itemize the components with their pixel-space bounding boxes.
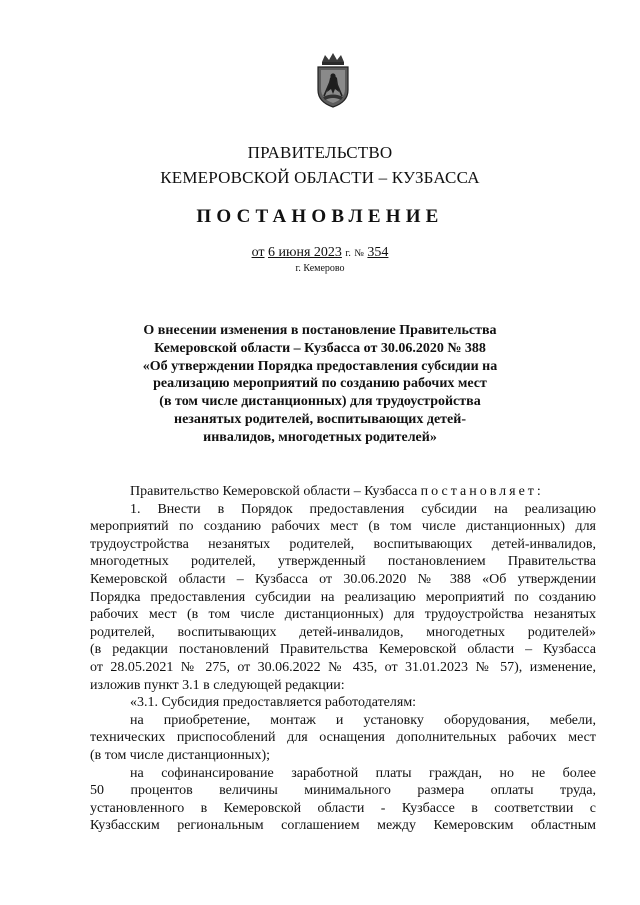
body-line: установленного в Кемеровской области - Кузбассе в соответствии с [90, 800, 596, 816]
body-line: Порядка предоставления субсидии на реализацию мероприятий по созданию [90, 589, 596, 605]
date-prefix: от [251, 245, 265, 260]
place-of-issue: г. Кемерово [295, 263, 345, 274]
title-line: инвалидов, многодетных родителей» [203, 429, 437, 445]
body-line: технических приспособлений для оснащения дополнительных рабочих мест [90, 730, 596, 746]
title-line: реализацию мероприятий по созданию рабочих мест [153, 376, 487, 392]
body-line: на софинансирование заработной платы граждан, но не более [130, 765, 596, 781]
document-number: 354 [367, 245, 389, 260]
body-line: мероприятий по созданию рабочих мест (в том числе дистанционных) для [90, 519, 596, 535]
title-line: «Об утверждении Порядка предоставления субсидии на [142, 358, 498, 374]
authority-name-line2: КЕМЕРОВСКОЙ ОБЛАСТИ – КУЗБАССА [160, 168, 480, 187]
date-number-line [0, 245, 640, 261]
body-line: родителей, воспитывающих детей-инвалидов, многодетных родителей» [90, 624, 596, 640]
body-line: рабочих мест (в том числе дистанционных) для трудоустройства незанятых [90, 607, 596, 623]
body-line: изложив пункт 3.1 в следующей редакции: [90, 677, 345, 693]
body-line: 50 процентов величины минимального размера оплаты труда, [90, 783, 596, 799]
body-line: (в том числе дистанционных); [90, 747, 270, 763]
body-line: трудоустройства незанятых родителей, воспитывающих детей-инвалидов, [90, 536, 596, 552]
body-line: многодетных родителей, утвержденный постановлением Правительства [90, 554, 596, 570]
body-line: от 28.05.2021 № 275, от 30.06.2022 № 435, от 31.01.2023 № 57), изменение, [90, 659, 596, 675]
intro-resolves: постановляет: [420, 484, 544, 499]
document-date: 6 июня 2023 [268, 245, 342, 260]
body-line: Кемеровской области – Кузбасса от 30.06.2020 № 388 «Об утверждении [90, 571, 596, 587]
body-line: «3.1. Субсидия предоставляется работодателям: [130, 695, 417, 711]
body-line: Кузбасским региональным соглашением между Кемеровским областным [90, 818, 596, 834]
title-line: Кемеровской области – Кузбасса от 30.06.2020 № 388 [154, 340, 486, 356]
intro-prefix: Правительство Кемеровской области – Кузбасса [130, 484, 418, 499]
document-body [90, 483, 596, 835]
body-line: (в редакции постановлений Правительства Кемеровской области – Кузбасса [90, 642, 596, 658]
title-line: О внесении изменения в постановление Правительства [143, 323, 497, 338]
number-sign: № [354, 248, 364, 259]
body-line: 1. Внести в Порядок предоставления субсидии на реализацию [130, 501, 596, 517]
kuzbass-coat-of-arms-icon [314, 52, 352, 108]
title-line: (в том числе дистанционных) для трудоустройства [159, 394, 481, 410]
body-line: на приобретение, монтаж и установку оборудования, мебели, [130, 712, 596, 728]
document-type: ПОСТАНОВЛЕНИЕ [196, 206, 444, 227]
document-title [120, 322, 520, 447]
year-suffix: г. [345, 248, 351, 259]
authority-name-line1: ПРАВИТЕЛЬСТВО [247, 143, 393, 162]
intro-line [90, 483, 596, 501]
title-line: незанятых родителей, воспитывающих детей- [174, 411, 466, 427]
